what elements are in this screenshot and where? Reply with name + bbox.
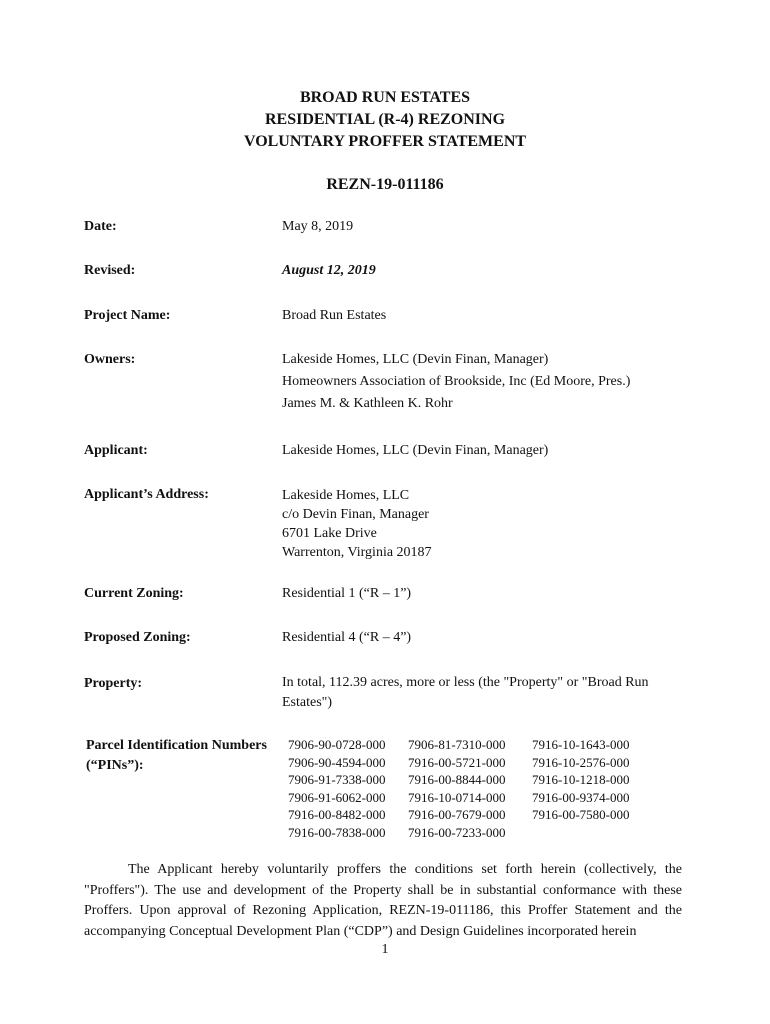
pin-number: 7906-90-0728-000 <box>288 737 386 752</box>
current-zoning-label: Current Zoning: <box>84 586 184 601</box>
applicant-address-label: Applicant’s Address: <box>84 487 209 502</box>
applicant-address-value <box>282 486 432 562</box>
project-name-label: Project Name: <box>84 308 171 323</box>
proposed-zoning-value: Residential 4 (“R – 4”) <box>282 630 412 645</box>
owner-line: James M. & Kathleen K. Rohr <box>282 396 453 411</box>
pins-label-line-2: (“PINs”): <box>86 758 144 773</box>
pins-column-3 <box>532 736 630 824</box>
pin-number: 7916-00-8844-000 <box>408 772 506 787</box>
pin-number: 7906-81-7310-000 <box>408 737 506 752</box>
pin-number: 7916-10-2576-000 <box>532 754 630 770</box>
property-value <box>282 673 649 713</box>
proffer-paragraph-text: The Applicant hereby voluntarily proffers the conditions set forth herein (collectively, the "Proffers"). The use and development of the Property shall be in substantial conformance with these Proffers. Upon approval of Rezoning Application, REZN-19-011186, this Proffer Statement and the accompanying Conceptual Development Plan (“CDP”) and Design Guidelines incorporated herein <box>84 862 682 939</box>
pin-number: 7916-00-8482-000 <box>288 807 386 822</box>
case-number: REZN-19-011186 <box>326 176 444 193</box>
page-number: 1 <box>381 942 389 957</box>
current-zoning-value: Residential 1 (“R – 1”) <box>282 586 412 601</box>
pin-number: 7906-90-4594-000 <box>288 754 386 770</box>
address-line: Warrenton, Virginia 20187 <box>282 545 432 560</box>
pin-number: 7916-10-1643-000 <box>532 737 630 752</box>
address-line: Lakeside Homes, LLC <box>282 488 410 503</box>
owners-label: Owners: <box>84 352 136 367</box>
property-line: In total, 112.39 acres, more or less (the "Property" or "Broad Run <box>282 675 649 690</box>
address-line: 6701 Lake Drive <box>282 526 377 541</box>
owners-value <box>282 349 630 415</box>
pin-number: 7916-00-7580-000 <box>532 807 630 822</box>
document-title-line-2: RESIDENTIAL (R-4) REZONING <box>264 111 506 128</box>
pin-number: 7916-00-5721-000 <box>408 754 506 770</box>
owner-line: Lakeside Homes, LLC (Devin Finan, Manager) <box>282 352 549 367</box>
pin-number: 7916-00-9374-000 <box>532 789 630 805</box>
applicant-label: Applicant: <box>84 443 148 458</box>
pin-number: 7916-00-7233-000 <box>408 824 506 840</box>
address-line: c/o Devin Finan, Manager <box>282 507 429 522</box>
document-title-line-3: VOLUNTARY PROFFER STATEMENT <box>243 133 527 150</box>
document-title-line-1: BROAD RUN ESTATES <box>299 89 471 106</box>
pin-number: 7916-00-7679-000 <box>408 807 506 822</box>
pins-label <box>86 736 267 776</box>
pin-number: 7906-91-7338-000 <box>288 772 386 787</box>
property-line: Estates") <box>282 695 333 710</box>
project-name-value: Broad Run Estates <box>282 308 387 323</box>
revised-label: Revised: <box>84 263 136 278</box>
pin-number: 7906-91-6062-000 <box>288 789 386 805</box>
pin-number: 7916-10-1218-000 <box>532 772 630 787</box>
proffer-paragraph <box>84 860 682 942</box>
pins-column-2 <box>408 736 506 841</box>
pin-number: 7916-10-0714-000 <box>408 789 506 805</box>
proposed-zoning-label: Proposed Zoning: <box>84 630 191 645</box>
date-value: May 8, 2019 <box>282 219 354 234</box>
pins-column-1 <box>288 736 386 841</box>
date-label: Date: <box>84 219 117 234</box>
pin-number: 7916-00-7838-000 <box>288 824 386 840</box>
pins-label-line-1: Parcel Identification Numbers <box>86 738 267 753</box>
property-label: Property: <box>84 676 143 691</box>
revised-value: August 12, 2019 <box>282 263 376 278</box>
owner-line: Homeowners Association of Brookside, Inc (Ed Moore, Pres.) <box>282 374 631 389</box>
applicant-value: Lakeside Homes, LLC (Devin Finan, Manager) <box>282 443 549 458</box>
